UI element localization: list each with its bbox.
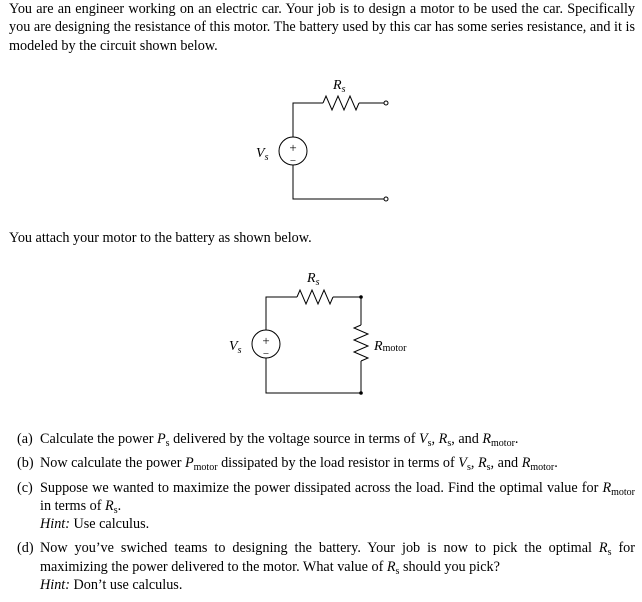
intro-paragraph: You are an engineer working on an electric car. Your job is to design a motor to be used the car. Specifically you are designing the resistance of this motor. The battery used by this car has some series resistance, and it is modeled by the circuit shown below. xyxy=(9,1,635,54)
question-c-label: (c) xyxy=(17,479,33,496)
circuit-1-minus: − xyxy=(289,155,297,167)
circuit-2-rs-label: $R_s$ xyxy=(307,271,320,288)
circuit-1-vs-label: $V_s$ xyxy=(256,146,269,163)
question-d-label: (d) xyxy=(17,540,34,557)
question-a xyxy=(17,430,635,448)
circuit-2-bottom-wire xyxy=(266,358,361,393)
question-c-text: Suppose we wanted to maximize the power dissipated across the load. Find the optimal value for $R_{motor}$ in terms of $R_s$. Hint: Use calculus. xyxy=(40,479,635,533)
circuit-2-node-bottom xyxy=(359,391,363,395)
question-d-text: Now you’ve swiched teams to designing the battery. Your job is now to pick the optimal $R_s$ for maximizing the power delivered to the motor. What value of $R_s$ should you pick? Hint: Don’t use calculus. xyxy=(40,540,635,594)
question-c xyxy=(17,479,635,534)
question-list xyxy=(17,430,635,600)
question-b-text: Now calculate the power $P_{motor}$ dissipated by the load resistor in terms of $V_s$, $R_s$, and $R_{motor}$. xyxy=(40,455,558,474)
circuit-2-load-resistor xyxy=(354,325,368,361)
question-b xyxy=(17,454,635,472)
circuit-2-series-resistor xyxy=(297,290,333,304)
question-b-label: (b) xyxy=(17,455,34,472)
circuit-2-rmotor-label: Rmotor xyxy=(374,339,407,354)
question-a-label: (a) xyxy=(17,431,33,447)
question-c-hint: Hint: Use calculus. xyxy=(40,516,150,533)
circuit-1-rs-label: $R_s$ xyxy=(333,78,346,95)
circuit-2-top-wire xyxy=(266,297,297,330)
question-d xyxy=(17,539,635,594)
attach-sentence: You attach your motor to the battery as shown below. xyxy=(9,230,312,246)
circuit-2-vs-label: $V_s$ xyxy=(229,339,242,356)
question-a-text: Calculate the power $P_s$ delivered by the voltage source in terms of $V_s$, $R_s$, and $R_{motor}$. xyxy=(40,431,519,449)
circuit-2-minus: − xyxy=(262,348,270,360)
circuit-1-plus: + xyxy=(289,140,297,155)
circuit-2-plus: + xyxy=(262,333,270,348)
circuit-2-right-wire xyxy=(333,297,361,325)
question-d-hint: Hint: Don’t use calculus. xyxy=(40,577,183,594)
circuit-2-node-top xyxy=(359,295,363,299)
